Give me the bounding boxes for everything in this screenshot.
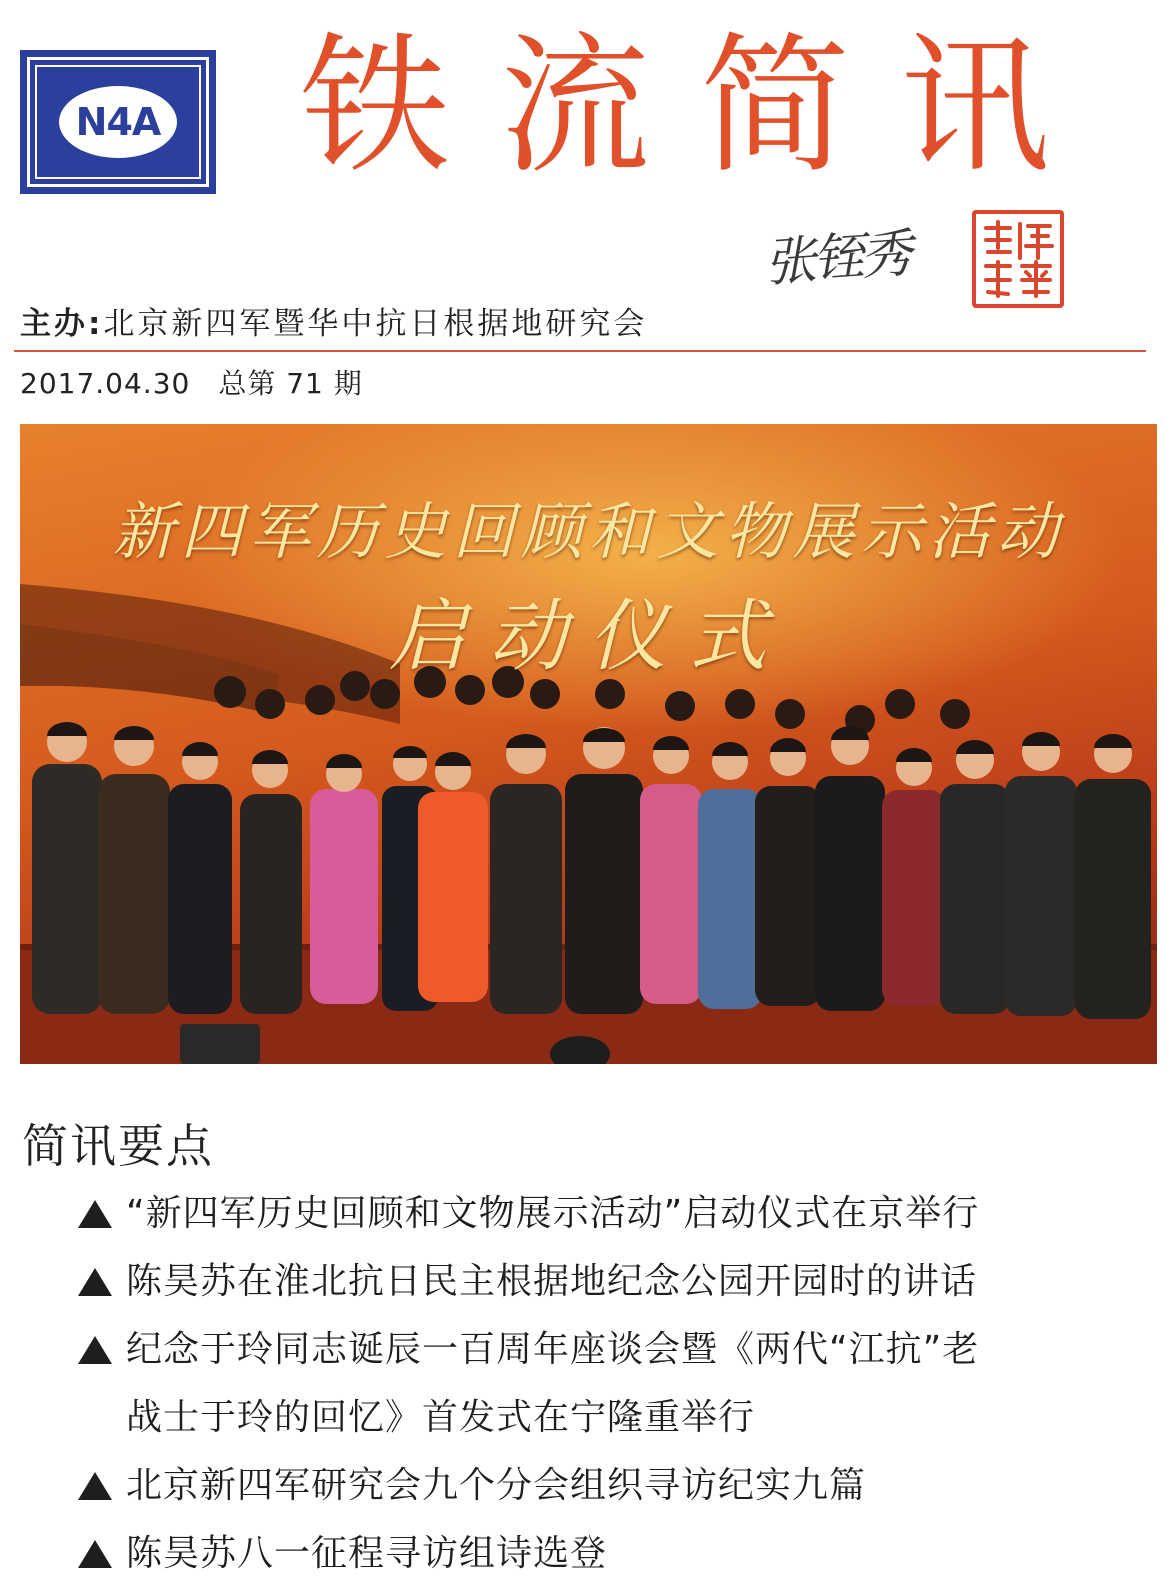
header-divider <box>14 350 1146 352</box>
organizer-line <box>20 298 647 343</box>
key-points-heading: 简讯要点 <box>22 1119 214 1173</box>
ceremony-group-photo <box>20 424 1157 1064</box>
organizer-name: 北京新四军暨华中抗日根据地研究会 <box>103 306 648 342</box>
triangle-bullet-icon <box>78 1540 112 1568</box>
key-point-item <box>78 1316 1158 1452</box>
key-point-item <box>78 1180 1158 1248</box>
key-point-text: 陈昊苏八一征程寻访组诗选登 <box>126 1533 608 1574</box>
key-point-text: “新四军历史回顾和文物展示活动”启动仪式在京举行 <box>126 1193 980 1234</box>
key-point-text-continued: 战士于玲的回忆》首发式在宁隆重举行 <box>126 1397 756 1438</box>
newsletter-title <box>300 12 1070 202</box>
triangle-bullet-icon <box>78 1200 112 1228</box>
organizer-label: 主办: <box>20 306 104 342</box>
key-point-text: 纪念于玲同志诞辰一百周年座谈会暨《两代“江抗”老 <box>126 1329 980 1370</box>
issue-number: 总第 71 期 <box>218 367 363 400</box>
key-point-text-block <box>126 1316 979 1452</box>
key-point-item <box>78 1452 1158 1520</box>
seal-glyphs <box>980 218 1056 300</box>
banner-headline: 新四军历史回顾和文物展示活动 <box>112 495 1065 568</box>
title-char-1: 铁 <box>300 20 471 194</box>
issue-date: 2017.04.30 <box>20 367 191 400</box>
n4a-logo <box>20 50 216 194</box>
red-seal-stamp <box>972 210 1064 308</box>
title-char-2: 流 <box>499 20 670 194</box>
issue-dateline <box>20 362 363 402</box>
title-char-3: 简 <box>699 20 870 194</box>
key-points-list <box>78 1180 1158 1588</box>
triangle-bullet-icon <box>78 1336 112 1364</box>
logo-text: N4A <box>75 100 161 144</box>
calligrapher-signature: 张铚秀 <box>762 224 911 294</box>
banner-subheadline: 启动仪式 <box>388 592 789 682</box>
key-point-text: 陈昊苏在淮北抗日民主根据地纪念公园开园时的讲话 <box>126 1261 978 1302</box>
logo-oval <box>59 86 177 158</box>
key-point-item <box>78 1520 1158 1588</box>
triangle-bullet-icon <box>78 1268 112 1296</box>
title-char-4: 讯 <box>899 20 1070 194</box>
triangle-bullet-icon <box>78 1472 112 1500</box>
key-point-item <box>78 1248 1158 1316</box>
key-point-text: 北京新四军研究会九个分会组织寻访纪实九篇 <box>126 1465 867 1506</box>
